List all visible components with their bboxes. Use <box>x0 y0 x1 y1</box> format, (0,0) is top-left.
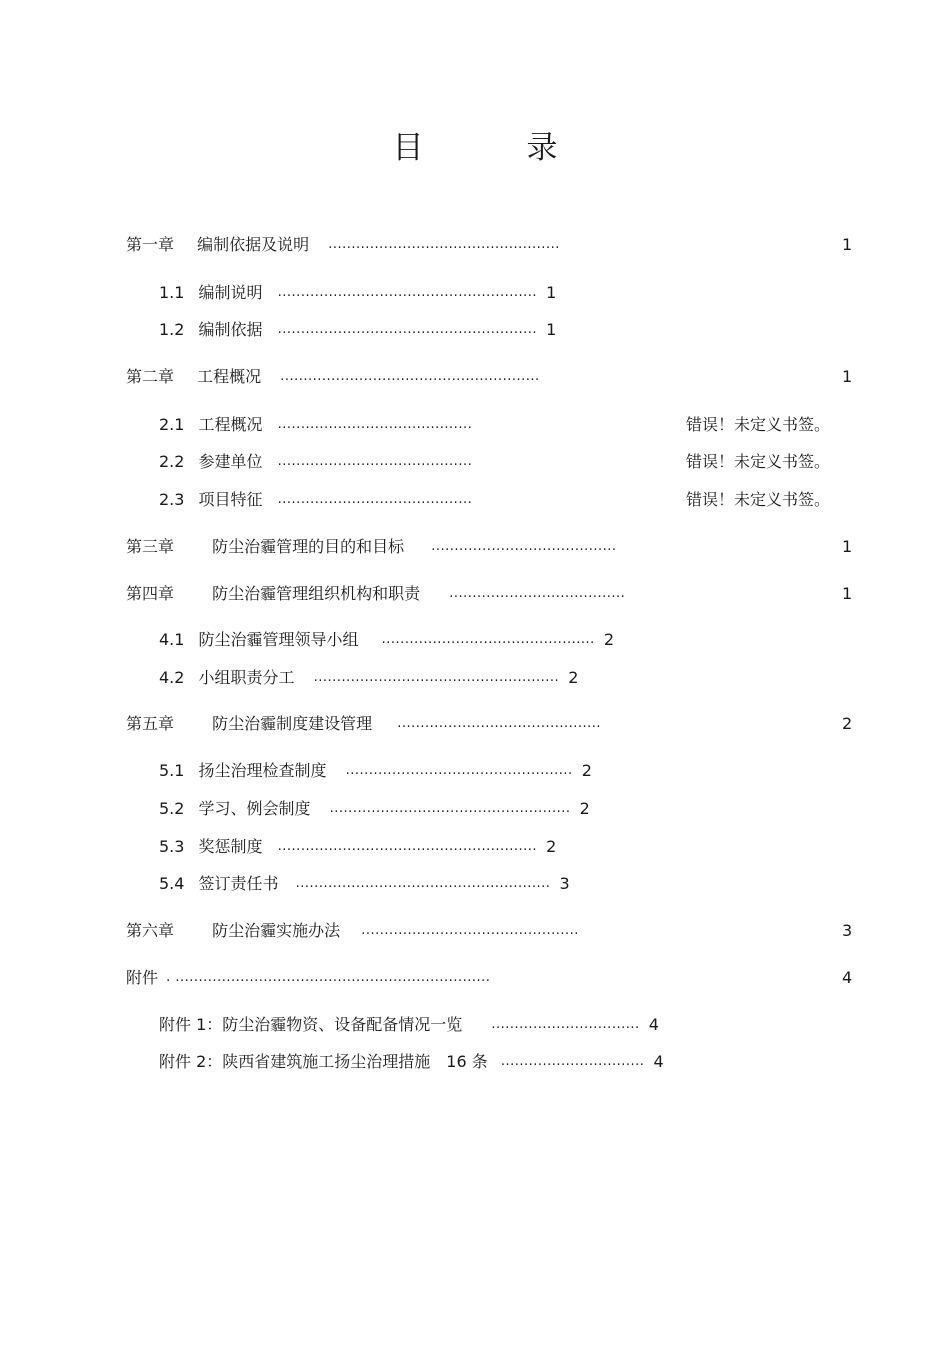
bookmark-error: 错误！未定义书签。 <box>686 415 831 434</box>
toc-section-1-2[interactable] <box>159 319 556 341</box>
appendix-item-title: 附件 2：陕西省建筑施工扬尘治理措施 16 条 <box>159 1052 488 1071</box>
leader-dots: ..................................................... <box>313 670 560 685</box>
toc-section-4-1[interactable] <box>159 629 614 651</box>
page-number: 3 <box>842 921 853 940</box>
chapter-title: 防尘治霾管理组织机构和职责 <box>212 584 421 603</box>
chapter-label: 第二章 <box>126 367 175 386</box>
leader-dots: ....................................................... <box>295 876 551 891</box>
page-number: 1 <box>546 320 557 339</box>
toc-section-2-1[interactable] <box>159 414 472 436</box>
bookmark-error: 错误！未定义书签。 <box>686 490 831 509</box>
chapter-label: 第三章 <box>126 537 175 556</box>
page-number: 2 <box>603 630 615 649</box>
section-number: 2.1 <box>159 415 185 434</box>
leader-dots: .......................................... <box>277 492 473 507</box>
leader-dots: .................................................. <box>328 237 560 252</box>
leader-dots: ............................... <box>500 1054 645 1069</box>
chapter-title: 工程概况 <box>197 367 262 386</box>
page-title: 目 录 <box>392 130 594 166</box>
leader-dots: ........................................................ <box>277 285 538 300</box>
leader-dots: .......................................... <box>277 454 473 469</box>
leader-dots: ........................................................ <box>280 369 540 384</box>
section-title: 编制说明 <box>198 283 263 302</box>
section-number: 1.2 <box>159 320 185 339</box>
chapter-title: 编制依据及说明 <box>197 235 310 254</box>
chapter-label: 第一章 <box>126 235 175 254</box>
leader-dots: ............................................... <box>361 923 579 938</box>
section-number: 4.2 <box>159 668 185 687</box>
page-number: 1 <box>842 584 853 603</box>
toc-appendix-1[interactable] <box>159 1014 659 1036</box>
leader-dots: ........................................................ <box>277 322 538 337</box>
bookmark-error: 错误！未定义书签。 <box>686 452 831 471</box>
toc-chapter-5[interactable] <box>126 713 601 735</box>
page-number: 1 <box>842 235 853 254</box>
toc-section-2-2[interactable] <box>159 451 472 473</box>
leader-dots: ................................ <box>491 1017 640 1032</box>
section-number: 5.2 <box>159 799 185 818</box>
chapter-title: 防尘治霾管理的目的和目标 <box>212 537 405 556</box>
page-number: 2 <box>581 761 592 780</box>
section-title: 参建单位 <box>198 452 263 471</box>
leader-dots: .................................................... <box>329 801 571 816</box>
toc-chapter-2[interactable] <box>126 366 540 388</box>
toc-chapter-4[interactable] <box>126 583 625 605</box>
toc-section-2-3[interactable] <box>159 489 472 511</box>
section-title: 奖惩制度 <box>198 837 263 856</box>
chapter-title: 防尘治霾制度建设管理 <box>212 714 373 733</box>
section-title: 编制依据 <box>198 320 263 339</box>
leader-dots: ............................................ <box>397 716 602 731</box>
toc-section-4-2[interactable] <box>159 667 578 689</box>
appendix-item-title: 附件 1：防尘治霾物资、设备配备情况一览 <box>159 1015 463 1034</box>
leader-dots: .......................................... <box>277 417 473 432</box>
leader-dots: ................................................. <box>345 763 573 778</box>
section-number: 4.1 <box>159 630 185 649</box>
section-number: 2.3 <box>159 490 185 509</box>
toc-chapter-1[interactable] <box>126 234 560 256</box>
section-number: 2.2 <box>159 452 185 471</box>
page-number: 2 <box>546 837 557 856</box>
section-number: 5.3 <box>159 837 185 856</box>
section-title: 学习、例会制度 <box>198 799 311 818</box>
section-number: 5.4 <box>159 874 185 893</box>
chapter-label: 第四章 <box>126 584 175 603</box>
toc-section-5-3[interactable] <box>159 836 556 858</box>
page-number: 2 <box>568 668 579 687</box>
chapter-title: 防尘治霾实施办法 <box>212 921 341 940</box>
section-title: 小组职责分工 <box>198 668 295 687</box>
toc-section-5-2[interactable] <box>159 798 590 820</box>
section-title: 防尘治霾管理领导小组 <box>198 630 359 649</box>
leader-dots: . .................................................................... <box>166 970 491 985</box>
page-number: 1 <box>842 367 853 386</box>
leader-dots: ...................................... <box>449 586 626 601</box>
toc-section-5-4[interactable] <box>159 873 570 895</box>
page-number: 2 <box>579 799 590 818</box>
page-number: 4 <box>653 1052 664 1071</box>
toc-chapter-6[interactable] <box>126 920 579 942</box>
section-title: 签订责任书 <box>198 874 279 893</box>
page-number: 1 <box>842 537 853 556</box>
chapter-label: 第五章 <box>126 714 175 733</box>
page-number: 3 <box>559 874 570 893</box>
leader-dots: ........................................ <box>431 539 617 554</box>
toc-appendix-2[interactable] <box>159 1051 664 1073</box>
page-number: 4 <box>648 1015 659 1034</box>
page-number: 1 <box>546 283 557 302</box>
page-number: 2 <box>842 714 853 733</box>
page-number: 4 <box>842 968 853 987</box>
section-number: 5.1 <box>159 761 185 780</box>
leader-dots: .............................................. <box>381 632 595 647</box>
toc-section-5-1[interactable] <box>159 760 592 782</box>
section-number: 1.1 <box>159 283 185 302</box>
section-title: 扬尘治理检查制度 <box>198 761 327 780</box>
leader-dots: ........................................................ <box>277 839 538 854</box>
toc-chapter-3[interactable] <box>126 536 617 558</box>
toc-appendix[interactable] <box>126 967 490 989</box>
appendix-title: 附件 <box>126 968 159 987</box>
chapter-label: 第六章 <box>126 921 175 940</box>
section-title: 工程概况 <box>198 415 263 434</box>
toc-section-1-1[interactable] <box>159 282 556 304</box>
section-title: 项目特征 <box>198 490 263 509</box>
